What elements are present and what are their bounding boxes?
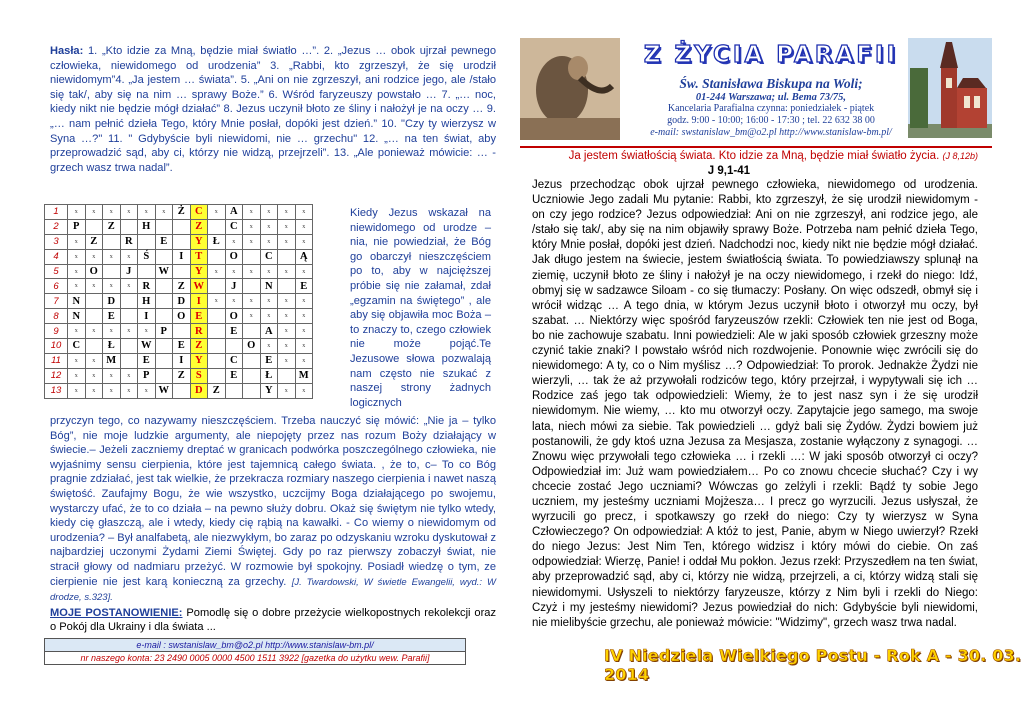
footer-email: e-mail : swstanislaw_bm@o2.pl http://www.stanislaw-bm.pl/ bbox=[45, 639, 465, 652]
crossword-cell bbox=[85, 309, 103, 324]
verse-ref: (J 8,12b) bbox=[942, 151, 978, 161]
crossword-cell: x bbox=[295, 383, 313, 398]
crossword-cell: E bbox=[295, 279, 313, 294]
crossword-cell: x bbox=[68, 368, 86, 383]
crossword-cell: x bbox=[85, 205, 103, 220]
crossword-cell: x bbox=[85, 353, 103, 368]
crossword-cell: x bbox=[85, 324, 103, 339]
office-label: Kancelaria Parafialna czynna: poniedziałek - piątek bbox=[667, 103, 875, 114]
crossword-row bbox=[45, 219, 313, 234]
crossword-cell: x bbox=[208, 205, 226, 220]
gospel-text: Jezus przechodząc obok ujrzał pewnego człowieka, niewidomego od urodzenia. Uczniowie Jego zadali Mu pytanie: Rabbi, kto zgrzeszył, że się urodził niewidomym - on czy jego rodzice? Jezus odpowiedział: Ani on nie zgrzeszył, ani rodzice jego, ale /stało się tak/, aby się na nim objawiły sprawy Boże. Potrzeba nam pełnić dzieła Tego, który Mnie posłał, dopóki jest dzień. Nadchodzi noc, kiedy nikt nie będzie mógł działać. Jak długo jestem na świecie, jestem światłością świata. To powiedziawszy splunął na ziemię, uczynił błoto ze śliny i nałożył je na oczy niewidomego, i rzekł do niego: Idź, obmyj się w sadzawce Siloam - co się tłumaczy: Posłany. On więc odszedł, obmył się i wrócił widząc … A tego dnia, w którym Jezus uczynił błoto i otworzył mu oczy, był szabat. … Niektórzy więc spośród faryzeuszów rzekli: Człowiek ten nie jest od Boga, bo nie zachowuje szabatu. Inni powiedzieli: Ale w jaki sposób człowiek grzeszny może czynić takie znaki? I powstało wśród nich rozdwojenie. Ponownie więc zwrócili się do niewidomego: A ty, co o Nim myślisz …? Odpowiedział: To prorok. Jednakże Żydzi nie wierzyli, … tak że aż przywołali rodziców tego, który przejrzał, i wypytywali się ich … Rodzice zaś jego tak odpowiedzieli: Wiemy, że to jest nasz syn i że się urodził niewidomym. Nie wiemy, … kto mu otworzył oczy. Zapytajcie jego samego, ma swoje lata, niech mówi za siebie. Tak powiedzieli … gdyż bali się Żydów. Żydzi bowiem już postanowili, że gdy ktoś uzna Jezusa za Mesjasza, zostanie wyłączony z synagogi. … Znowu więc przywołali tego człowieka … i rzekli …: W jaki sposób otworzył ci oczy? Odpowiedział im: Już wam powiedziałem… Po co znowu chcecie słuchać? Czy i wy chcecie zostać Jego uczniami? Wówczas go zelżyli i rzekli: Bądź ty sobie Jego uczniem, my jesteśmy uczniami Mojżesza… I precz go wyrzucili. Jezus usłyszał, że wyrzucili go precz, i spotkawszy go rzekł do niego: Czy ty wierzysz w Syna Człowieczego? On odpowiedział: A któż to jest, Panie, abym w Niego uwierzył? Rzekł do niego Jezus: Jest Nim Ten, którego widzisz i który mówi do ciebie. On zaś odpowiedział: Wierzę, Panie! i oddał Mu pokłon. Jezus rzekł: Przyszedłem na ten świat, aby przeprowadzić sąd, aby ci, którzy nie widzą, przejrzeli, a ci, którzy widzą stali się niewidomymi. Usłyszeli to niektórzy faryzeusze, którzy z Nim byli i rzekli do Niego: Czyż i my jesteśmy niewidomi? Jezus powiedział do nich: Gdybyście byli niewidomi, nie mielibyście grzechu, ale ponieważ mówicie: "Widzimy", grzech wasz trwa nadal. bbox=[532, 179, 978, 629]
crossword-cell bbox=[155, 219, 173, 234]
crossword-cell: Z bbox=[103, 219, 121, 234]
crossword-row-number: 4 bbox=[45, 249, 68, 264]
resolution-text: Pomodlę się o dobre przeżycie wielkopostnych rekolekcji oraz o Pokój dla Ukrainy i dla świata ... bbox=[50, 606, 496, 634]
crossword-row-number: 1 bbox=[45, 205, 68, 220]
crossword-cell: x bbox=[68, 249, 86, 264]
crossword-cell bbox=[278, 249, 296, 264]
crossword-cell: x bbox=[260, 219, 278, 234]
crossword-row bbox=[45, 249, 313, 264]
crossword-cell: Ś bbox=[138, 249, 156, 264]
crossword-cell bbox=[85, 294, 103, 309]
crossword-row bbox=[45, 383, 313, 398]
crossword-cell: Y bbox=[190, 234, 208, 249]
crossword-cell bbox=[225, 383, 243, 398]
crossword-cell: x bbox=[103, 205, 121, 220]
crossword-cell: x bbox=[260, 294, 278, 309]
crossword-cell: Y bbox=[190, 353, 208, 368]
crossword-cell bbox=[155, 339, 173, 354]
crossword-cell bbox=[243, 353, 261, 368]
commentary-part1: przyczyn tego, co nazywamy nieszczęściem. Trzeba nauczyć się mówić: „Nie ja – tylko Bóg”, nie moje ludzkie argumenty, ale niepojęty przez nas rozum Boży działający w świecie.– Jeżeli zaczniemy dreptać w granicach podwórka poszczególnego człowieka, nie wyjaśnimy sensu cierpienia, które jest tajemnicą całego świata. , że to, c– To co Bóg pragnie zdziałać, jest tak wielkie, że przekracza rozmiary naszego cierpienia i nawet naszą świętość. Zaufajmy Bogu, że wie wszystko, uczcijmy Boga działającego po swojemu, wystarczy ufać, że to co działa – na pewno służy dobru. Okaż się świętym nie tylko wtedy, kiedy cię głaszczą, ale i wtedy, kiedy cię rąbią na kawałki. bbox=[50, 415, 496, 530]
crossword-cell: P bbox=[138, 368, 156, 383]
crossword-cell: x bbox=[120, 324, 138, 339]
crossword-cell bbox=[155, 249, 173, 264]
crossword-cell: x bbox=[138, 205, 156, 220]
crossword-row-number: 11 bbox=[45, 353, 68, 368]
crossword-cell: R bbox=[120, 234, 138, 249]
crossword-cell: x bbox=[295, 234, 313, 249]
crossword-cell: x bbox=[278, 309, 296, 324]
crossword-cell bbox=[208, 353, 226, 368]
crossword-cell bbox=[173, 219, 191, 234]
crossword-cell: C bbox=[190, 205, 208, 220]
crossword-cell: x bbox=[155, 205, 173, 220]
crossword-cell bbox=[155, 309, 173, 324]
footer-contact bbox=[44, 638, 466, 665]
crossword-cell: x bbox=[260, 234, 278, 249]
crossword-cell bbox=[243, 249, 261, 264]
crossword-cell: M bbox=[295, 368, 313, 383]
crossword-cell: N bbox=[260, 279, 278, 294]
bulletin-title: Z ŻYCIA PARAFII bbox=[643, 42, 899, 68]
crossword-cell: S bbox=[190, 368, 208, 383]
crossword-row bbox=[45, 205, 313, 220]
crossword-cell: x bbox=[243, 309, 261, 324]
crossword-cell: Z bbox=[85, 234, 103, 249]
crossword-cell: I bbox=[190, 294, 208, 309]
crossword-row-number: 9 bbox=[45, 324, 68, 339]
crossword-cell: I bbox=[173, 353, 191, 368]
resolution-label: MOJE POSTANOWIENIE: bbox=[50, 606, 183, 619]
parish-address: 01-244 Warszawa; ul. Bema 73/75, bbox=[695, 92, 847, 103]
crossword-cell bbox=[243, 324, 261, 339]
crossword-cell: M bbox=[103, 353, 121, 368]
crossword-cell: x bbox=[278, 383, 296, 398]
crossword bbox=[44, 204, 338, 410]
crossword-row-number: 2 bbox=[45, 219, 68, 234]
crossword-row bbox=[45, 234, 313, 249]
crossword-cell: x bbox=[278, 205, 296, 220]
crossword-cell: Ł bbox=[103, 339, 121, 354]
crossword-cell: x bbox=[120, 205, 138, 220]
crossword-cell: x bbox=[85, 368, 103, 383]
crossword-cell bbox=[278, 368, 296, 383]
crossword-cell: Y bbox=[190, 264, 208, 279]
crossword-cell bbox=[138, 234, 156, 249]
crossword-row-number: 12 bbox=[45, 368, 68, 383]
crossword-row-number: 13 bbox=[45, 383, 68, 398]
crossword-cell: Y bbox=[260, 383, 278, 398]
crossword-cell: x bbox=[208, 294, 226, 309]
commentary-side: Kiedy Jezus wskazał na niewidomego od urodze – nia, nie powiedział, że Bóg go obarczył nieszczęściem po to, aby w najcięższej próbie się nie załamał, zdał „egzamin na świętego” , ale aby się objawiła moc Boża – to znaczy to, czego człowiek nie może pojąć.Te Jezusowe słowa pozwalają nam często nie szukać z naszej strony żadnych logicznych bbox=[350, 207, 491, 409]
crossword-row bbox=[45, 309, 313, 324]
crossword-cell: x bbox=[120, 279, 138, 294]
crossword-cell: E bbox=[173, 339, 191, 354]
crossword-cell: x bbox=[295, 294, 313, 309]
crossword-cell: D bbox=[173, 294, 191, 309]
crossword-cell: J bbox=[225, 279, 243, 294]
crossword-cell: x bbox=[68, 324, 86, 339]
crossword-cell: x bbox=[103, 279, 121, 294]
crossword-cell: x bbox=[68, 264, 86, 279]
crossword-cell bbox=[85, 219, 103, 234]
crossword-cell: x bbox=[103, 368, 121, 383]
crossword-cell bbox=[120, 294, 138, 309]
crossword-cell bbox=[155, 368, 173, 383]
crossword-cell: x bbox=[225, 234, 243, 249]
crossword-row bbox=[45, 264, 313, 279]
crossword-cell: P bbox=[155, 324, 173, 339]
crossword-cell bbox=[103, 234, 121, 249]
sunday-banner: IV Niedziela Wielkiego Postu - Rok A - 30. 03. 2014 bbox=[604, 646, 1022, 684]
crossword-row-number: 10 bbox=[45, 339, 68, 354]
crossword-cell: O bbox=[243, 339, 261, 354]
crossword-cell: Z bbox=[208, 383, 226, 398]
clues-text: 1. „Kto idzie za Mną, będzie miał światło …”. 2. „Jezus … obok ujrzał pewnego człowieka, niewidomego od urodzenia” 3. „Rabbi, kto zgrzeszył, że się urodził niewidomym”4. „Ja jestem … świata”. 5. „Ani on nie zgrzeszył, ani rodzice jego, ale /stało się tak/, aby się na nim … sprawy Boże.” 6. Wśród faryzeuszy powstało … 7. „… noc, kiedy nikt nie będzie mógł działać” 8. Jezus uczynił błoto ze śliny i nałożył je na oczy … 9. „… nam pełnić dzieła Tego, który Mnie posłał, dopóki jest dzień.” 10. "Czy ty wierzysz w Syna …?" 11. " Gdybyście byli niewidomi, nie … grzechu" 12. „… na ten świat, aby przeprowadzić sąd, aby ci, którzy nie widzą, przejrzeli”. 13. „Ale ponieważ mówicie: … - grzech wasz trwa nadal”. bbox=[50, 45, 496, 174]
crossword-row bbox=[45, 353, 313, 368]
crossword-cell: x bbox=[208, 264, 226, 279]
crossword-cell: x bbox=[295, 264, 313, 279]
crossword-cell: x bbox=[278, 339, 296, 354]
crossword-cell bbox=[208, 249, 226, 264]
clues-label: Hasła: bbox=[50, 45, 84, 57]
crossword-cell bbox=[278, 279, 296, 294]
crossword-cell: x bbox=[243, 294, 261, 309]
crossword-cell: O bbox=[173, 309, 191, 324]
crossword-cell bbox=[173, 383, 191, 398]
crossword-cell bbox=[243, 279, 261, 294]
commentary-part2: - Co wiemy o niewidomym od urodzenia? – Był analfabetą, ale niezwykłym, bo zaraz po odzyskaniu wzroku dyskutował z najbardziej uczonymi Żydami Ziemi Świętej. Gdy po raz pierwszy zobaczył świat, nie stracił głowy od nadmiaru przeżyć. W rozmowie był spokojny. Posiadł wiedzę o tym, ze cierpienie nie jest karą konieczną za grzechy. bbox=[50, 517, 496, 588]
crossword-cell: x bbox=[68, 205, 86, 220]
crossword-cell bbox=[103, 264, 121, 279]
crossword-cell: C bbox=[68, 339, 86, 354]
crossword-cell bbox=[155, 279, 173, 294]
crossword-row-number: 8 bbox=[45, 309, 68, 324]
crossword-cell: x bbox=[103, 249, 121, 264]
crossword-cell: Z bbox=[190, 339, 208, 354]
crossword-cell: D bbox=[103, 294, 121, 309]
crossword-cell bbox=[208, 309, 226, 324]
crossword-cell: Z bbox=[173, 279, 191, 294]
clues-paragraph bbox=[50, 44, 496, 175]
parish-contact: e-mail: swstanislaw_bm@o2.pl http://www.stanislaw-bm.pl/ bbox=[650, 127, 892, 138]
crossword-row bbox=[45, 294, 313, 309]
header-divider bbox=[520, 146, 992, 148]
crossword-cell: x bbox=[138, 324, 156, 339]
crossword-cell: E bbox=[190, 309, 208, 324]
crossword-cell: Ż bbox=[173, 205, 191, 220]
crossword-cell bbox=[155, 294, 173, 309]
crossword-cell bbox=[173, 264, 191, 279]
crossword-cell bbox=[120, 219, 138, 234]
crossword-cell: x bbox=[120, 383, 138, 398]
crossword-cell: x bbox=[103, 383, 121, 398]
crossword-row-number: 6 bbox=[45, 279, 68, 294]
crossword-cell: Z bbox=[173, 368, 191, 383]
crossword-cell: E bbox=[260, 353, 278, 368]
crossword-cell bbox=[173, 234, 191, 249]
crossword-cell: A bbox=[260, 324, 278, 339]
crossword-row-number: 5 bbox=[45, 264, 68, 279]
crossword-cell: Ł bbox=[208, 234, 226, 249]
crossword-cell: x bbox=[260, 264, 278, 279]
crossword-cell bbox=[225, 339, 243, 354]
crossword-cell bbox=[155, 353, 173, 368]
crossword-cell: R bbox=[138, 279, 156, 294]
crossword-cell: x bbox=[295, 353, 313, 368]
crossword-cell: E bbox=[103, 309, 121, 324]
footer-account: nr naszego konta: 23 2490 0005 0000 4500 1511 3922 [gazetka do użytku wew. Parafii] bbox=[45, 652, 465, 664]
parish-name: Św. Stanisława Biskupa na Woli; bbox=[679, 76, 863, 91]
crossword-cell: x bbox=[85, 383, 103, 398]
crossword-cell bbox=[208, 279, 226, 294]
crossword-cell: x bbox=[85, 279, 103, 294]
crossword-cell: x bbox=[243, 264, 261, 279]
crossword-cell: x bbox=[295, 324, 313, 339]
crossword-row bbox=[45, 279, 313, 294]
crossword-row-number: 7 bbox=[45, 294, 68, 309]
crossword-cell: x bbox=[68, 279, 86, 294]
crossword-cell: x bbox=[225, 294, 243, 309]
crossword-row-number: 3 bbox=[45, 234, 68, 249]
crossword-cell: I bbox=[173, 249, 191, 264]
crossword-cell: O bbox=[225, 249, 243, 264]
office-hours: godz. 9:00 - 10:00; 16:00 - 17:30 ; tel. 22 632 38 00 bbox=[667, 115, 875, 126]
parish-header bbox=[520, 38, 992, 142]
crossword-cell bbox=[120, 309, 138, 324]
verse-text: Ja jestem światłością świata. Kto idzie za Mną, będzie miał światło życia. bbox=[568, 150, 940, 162]
crossword-cell: H bbox=[138, 294, 156, 309]
parish-info bbox=[636, 76, 906, 138]
crossword-row bbox=[45, 368, 313, 383]
crossword-cell: E bbox=[225, 324, 243, 339]
crossword-cell: x bbox=[85, 249, 103, 264]
crossword-cell bbox=[208, 339, 226, 354]
crossword-cell: P bbox=[68, 219, 86, 234]
crossword-cell: N bbox=[68, 294, 86, 309]
crossword-cell bbox=[120, 339, 138, 354]
crossword-cell bbox=[120, 353, 138, 368]
crossword-cell bbox=[243, 368, 261, 383]
crossword-cell: x bbox=[68, 353, 86, 368]
crossword-cell: C bbox=[225, 219, 243, 234]
crossword-cell bbox=[208, 324, 226, 339]
crossword-cell: x bbox=[295, 205, 313, 220]
crossword-cell: x bbox=[138, 383, 156, 398]
crossword-grid bbox=[44, 204, 313, 399]
crossword-cell: R bbox=[190, 324, 208, 339]
crossword-cell: O bbox=[225, 309, 243, 324]
crossword-cell: x bbox=[120, 368, 138, 383]
church-photo-image bbox=[908, 38, 992, 138]
crossword-cell: x bbox=[68, 383, 86, 398]
crossword-cell: E bbox=[225, 368, 243, 383]
crossword-cell: x bbox=[260, 205, 278, 220]
crossword-cell bbox=[208, 368, 226, 383]
crossword-cell: x bbox=[278, 324, 296, 339]
crossword-cell: W bbox=[155, 383, 173, 398]
crossword-cell: x bbox=[278, 234, 296, 249]
crossword-cell: T bbox=[190, 249, 208, 264]
crossword-cell: C bbox=[260, 249, 278, 264]
crossword-cell bbox=[85, 339, 103, 354]
crossword-cell: W bbox=[155, 264, 173, 279]
gospel-reference: J 9,1-41 bbox=[707, 165, 750, 177]
crossword-cell: Z bbox=[190, 219, 208, 234]
crossword-cell: x bbox=[243, 234, 261, 249]
crossword-cell: x bbox=[295, 219, 313, 234]
crossword-cell: x bbox=[120, 249, 138, 264]
crossword-cell bbox=[173, 324, 191, 339]
crossword-cell: H bbox=[138, 219, 156, 234]
crossword-cell: x bbox=[243, 219, 261, 234]
crossword-cell: x bbox=[278, 353, 296, 368]
crossword-cell: x bbox=[295, 309, 313, 324]
crossword-cell bbox=[208, 219, 226, 234]
crossword-cell: A bbox=[225, 205, 243, 220]
crossword-cell: x bbox=[103, 324, 121, 339]
crossword-row bbox=[45, 339, 313, 354]
crossword-cell: N bbox=[68, 309, 86, 324]
crossword-cell: E bbox=[155, 234, 173, 249]
citation: [J. Twardowski, W świetle Ewangelii, wyd.: W drodze, s.323]. bbox=[50, 576, 496, 604]
crossword-cell: Ą bbox=[295, 249, 313, 264]
crossword-cell: D bbox=[190, 383, 208, 398]
crossword-cell: x bbox=[225, 264, 243, 279]
healing-painting-image bbox=[520, 38, 620, 140]
acclamation-verse bbox=[532, 150, 978, 162]
crossword-cell bbox=[243, 383, 261, 398]
crossword-cell: E bbox=[138, 353, 156, 368]
crossword-cell: x bbox=[260, 339, 278, 354]
crossword-cell: x bbox=[243, 205, 261, 220]
crossword-cell bbox=[138, 264, 156, 279]
crossword-cell: Ł bbox=[260, 368, 278, 383]
crossword-row bbox=[45, 324, 313, 339]
crossword-cell: x bbox=[260, 309, 278, 324]
crossword-cell: I bbox=[138, 309, 156, 324]
crossword-cell: W bbox=[138, 339, 156, 354]
crossword-cell: x bbox=[278, 294, 296, 309]
crossword-cell: O bbox=[85, 264, 103, 279]
crossword-cell: x bbox=[278, 264, 296, 279]
crossword-cell: W bbox=[190, 279, 208, 294]
commentary-lower bbox=[50, 414, 496, 635]
crossword-cell: C bbox=[225, 353, 243, 368]
crossword-cell: x bbox=[68, 234, 86, 249]
crossword-cell: J bbox=[120, 264, 138, 279]
crossword-cell: x bbox=[278, 219, 296, 234]
crossword-cell: x bbox=[295, 339, 313, 354]
